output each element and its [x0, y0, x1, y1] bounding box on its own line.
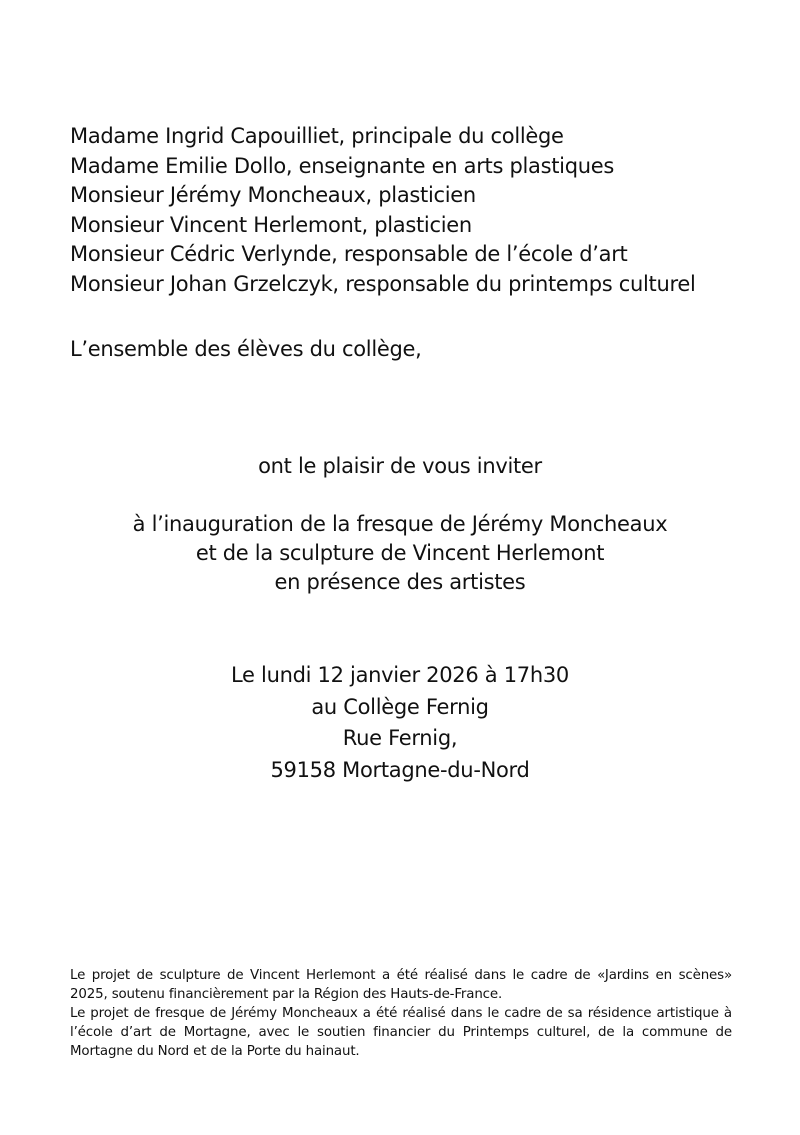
event-venue: au Collège Fernig	[311, 694, 489, 719]
students-line: L’ensemble des élèves du collège,	[70, 337, 422, 361]
host-line: Madame Ingrid Capouilliet, principale du collège	[70, 124, 564, 148]
host-line: Monsieur Vincent Herlemont, plasticien	[70, 212, 472, 237]
host-line: Monsieur Jérémy Moncheaux, plasticien	[70, 183, 476, 207]
hosts-list	[70, 122, 770, 299]
event-details	[0, 660, 800, 786]
inauguration-line: et de la sculpture de Vincent Herlemont	[195, 541, 605, 565]
inauguration-line: à l’inauguration de la fresque de Jérémy Moncheaux	[132, 512, 668, 536]
footnote-paragraph: Le projet de fresque de Jérémy Moncheaux a été réalisé dans le cadre de sa résidence artistique à l’école d’art de Mortagne, avec le soutien financier du Printemps culturel, de la commune de Mortagne du Nord et de la Porte du hainaut.	[70, 1006, 732, 1059]
event-city: 59158 Mortagne-du-Nord	[270, 757, 530, 782]
host-line: Monsieur Cédric Verlynde, responsable de l’école d’art	[70, 242, 628, 266]
event-date-time: Le lundi 12 janvier 2026 à 17h30	[231, 663, 569, 687]
footnote-paragraph: Le projet de sculpture de Vincent Herlemont a été réalisé dans le cadre de «Jardins en scènes» 2025, soutenu financièrement par la Région des Hauts-de-France.	[70, 968, 732, 1002]
inauguration-line: en présence des artistes	[274, 570, 526, 594]
event-street: Rue Fernig,	[342, 726, 458, 750]
inauguration-block	[0, 510, 800, 597]
host-line: Madame Emilie Dollo, enseignante en arts plastiques	[70, 153, 615, 178]
invite-block	[0, 452, 800, 481]
host-line: Monsieur Johan Grzelczyk, responsable du printemps culturel	[70, 271, 696, 296]
funding-footnote	[70, 966, 732, 1061]
invite-line: ont le plaisir de vous inviter	[258, 454, 542, 478]
